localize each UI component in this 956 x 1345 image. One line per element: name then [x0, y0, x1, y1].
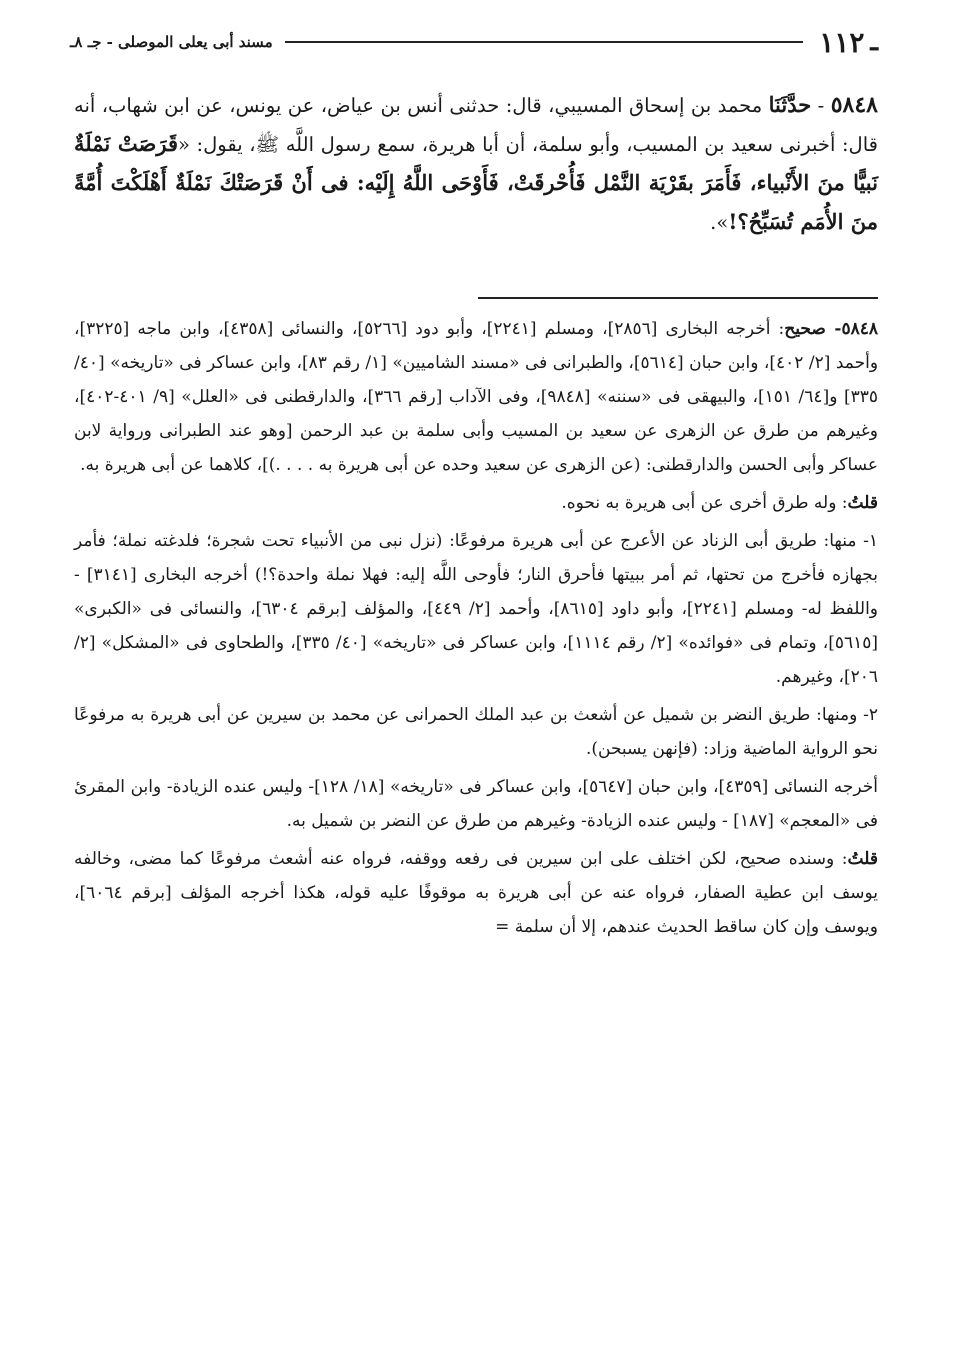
footnotes	[74, 312, 878, 944]
note-sep: -	[825, 319, 842, 339]
qultu-text-2: : وسنده صحيح، لكن اختلف على ابن سيرين فى رفعه ووقفه، فرواه عنه أشعث مرفوعًا كما مضى، وخالفه يوسف ابن عطية الصفار، فرواه عنه عن أبى هريرة به موقوفًا عليه قوله، هكذا أخرجه المؤلف [برقم ٦٠٦٤]، ويوسف وإن كان ساقط الحديث عندهم، إلا أن سلمة =	[74, 849, 878, 937]
route-2-paragraph	[74, 698, 878, 766]
route-1-text: : طريق أبى الزناد عن الأعرج عن أبى هريرة مرفوعًا: (نزل نبى من الأنبياء تحت شجرة؛ فلدغته نملة؛ فأمر بجهازه فأخرج من تحتها، ثم أمر ببيتها فأحرق النار؛ فأوحى اللَّه إليه: فهلا نملة واحدة؟!) أخرجه البخارى [٣١٤١] - واللفظ له- ومسلم [٢٢٤١]، وأبو داود [٨٦١٥]، وأحمد [٢/ ٤٤٩]، والمؤلف [برقم ٦٣٠٤]، والنسائى فى «الكبرى» [٥٦١٥]، وتمام فى «فوائده» [٢/ رقم ١١١٤]، وابن عساكر فى «تاريخه» [٤٠/ ٣٣٥]، والطحاوى فى «المشكل» [٢/ ٢٠٦]، وغيرهم.	[74, 531, 879, 687]
matn-close: ».	[710, 211, 729, 234]
running-header	[70, 22, 878, 62]
hadith-number: ٥٨٤٨	[830, 92, 878, 118]
takhrij-paragraph	[74, 312, 878, 482]
takhrij-text: أخرجه البخارى [٢٨٥٦]، ومسلم [٢٢٤١]، وأبو دود [٥٢٦٦]، والنسائى [٤٣٥٨]، وابن ماجه [٣٢٢٥]، وأحمد [٢/ ٤٠٢]، وابن حبان [٥٦١٤]، والطبرانى فى «مسند الشاميين» [١/ رقم ٨٣]، وابن عساكر فى «تاريخه» [٤٠/ ٣٣٥] و[٦٤/ ١٥١]، والبيهقى فى «سننه» [٩٨٤٨]، وفى الآداب [رقم ٣٦٦]، والدارقطنى فى «العلل» [٩/ ٤٠١-٤٠٢]، وغيرهم من طرق عن الزهرى عن سعيد بن المسيب وأبى سلمة بن عبد الرحمن [وهو عند الطبرانى ورواية لابن عساكر وأبى الحسن والدارقطنى: (عن الزهرى عن سعيد وحده عن أبى هريرة به . . . .)]، كلاهما عن أبى هريرة به.	[74, 319, 879, 475]
header-rule	[285, 41, 804, 43]
route-2-text: : طريق النضر بن شميل عن أشعث بن عبد الملك الحمرانى عن محمد بن سيرين عن أبى هريرة به مرفوعًا نحو الرواية الماضية وزاد: (فإنهن يسبحن).	[74, 705, 878, 759]
hadith-sep: -	[811, 94, 831, 117]
note-number: ٥٨٤٨	[841, 319, 878, 339]
route-2-label: ٢- ومنها	[821, 705, 879, 725]
grade: صحيح	[784, 319, 826, 339]
qultu-text-1: : وله طرق أخرى عن أبى هريرة به نحوه.	[561, 493, 848, 513]
header-dash-left: ـ	[70, 33, 75, 51]
route-2-takhrij: أخرجه النسائى [٤٣٥٩]، وابن حبان [٥٦٤٧]، وابن عساكر فى «تاريخه» [١٨/ ١٢٨]- وليس عنده الزيادة- وابن المقرئ فى «المعجم» [١٨٧] - وليس عنده الزيادة- وغيرهم من طرق عن النضر بن شميل به.	[74, 777, 879, 831]
route-1-paragraph	[74, 524, 878, 694]
qultu-label-2: قلتُ	[847, 849, 878, 869]
haddathana: حدَّثَنَا	[768, 92, 812, 117]
grade-colon: :	[770, 319, 785, 339]
page-number: ١١٢	[819, 25, 865, 59]
hadith-text	[74, 86, 878, 242]
matn: قَرَصَتْ نَمْلَةٌ نَبيًّا منَ الأَنْبياء، فَأَمَرَ بقَرْيَة النَّمْل فَأُحْرقَتْ، فَأَوْحَى اللَّهُ إِلَيْه: فى أَنْ قَرَصَتْكَ نَمْلَةٌ أَهْلَكْتَ أُمَّةً منَ الأُمَم تُسَبِّحُ؟!	[74, 131, 878, 234]
qultu-paragraph-2	[74, 842, 878, 944]
footnote-divider	[478, 297, 878, 299]
isnad: محمد بن إسحاق المسيبي، قال: حدثنى أنس بن عياض، عن يونس، عن ابن شهاب، أنه قال: أخبرنى سعيد بن المسيب، وأبو سلمة، أن أبا هريرة، سمع رسول اللَّه ﷺ، يقول: «	[74, 94, 878, 156]
book-title: مسند أبى يعلى الموصلى - جـ ٨	[74, 33, 273, 51]
qultu-label-1: قلتُ	[847, 493, 878, 513]
header-dash-right: ـ	[870, 27, 878, 57]
route-1-label: ١- منها	[829, 531, 879, 551]
qultu-paragraph-1	[74, 486, 878, 520]
